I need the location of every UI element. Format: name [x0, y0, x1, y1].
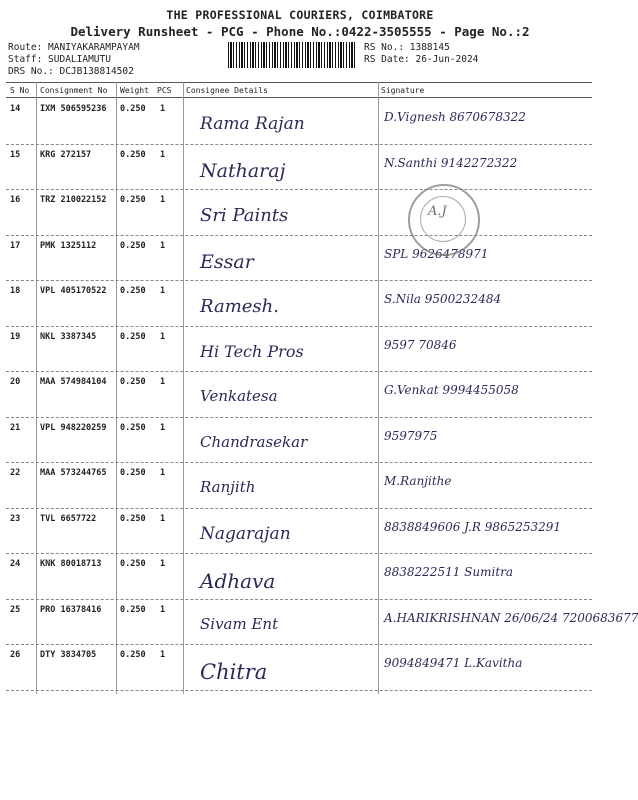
consignee-handwriting: Ranjith	[200, 478, 256, 496]
consignee-handwriting: Natharaj	[200, 159, 286, 182]
barcode-icon	[228, 42, 356, 68]
row-pcs: 1	[160, 104, 166, 114]
row-sno: 16	[10, 195, 21, 205]
row-divider	[6, 644, 592, 645]
row-divider	[6, 553, 592, 554]
row-pcs: 1	[160, 559, 166, 569]
row-pcs: 1	[160, 650, 166, 660]
column-divider	[116, 82, 117, 694]
row-sno: 17	[10, 240, 21, 251]
row-divider	[6, 599, 592, 600]
row-weight: 0.250	[120, 331, 146, 342]
row-consignment: MAA 574984104	[40, 377, 107, 387]
table-top-border	[6, 82, 592, 83]
row-sno: 22	[10, 468, 21, 478]
row-sno: 24	[10, 559, 21, 569]
rs-no-label: RS No.: 1388145	[364, 42, 450, 53]
consignee-handwriting: Chitra	[200, 660, 268, 684]
column-divider	[36, 82, 37, 694]
row-pcs: 1	[160, 422, 166, 433]
row-consignment: VPL 405170522	[40, 286, 107, 296]
row-consignment: KRG 272157	[40, 149, 92, 160]
row-sno: 15	[10, 149, 21, 160]
staff-label: Staff: SUDALIAMUTU	[8, 54, 111, 65]
col-header-sno: S No	[10, 86, 30, 95]
consignee-handwriting: Nagarajan	[200, 523, 291, 544]
signature-handwriting: 8838222511 Sumitra	[384, 565, 514, 579]
signature-handwriting: SPL 9626478971	[384, 246, 489, 261]
column-divider	[183, 82, 184, 694]
row-sno: 21	[10, 422, 21, 433]
row-divider	[6, 371, 592, 372]
row-pcs: 1	[160, 331, 166, 342]
row-divider	[6, 508, 592, 509]
consignee-handwriting: Chandrasekar	[200, 432, 308, 451]
row-pcs: 1	[160, 240, 166, 251]
row-sno: 18	[10, 286, 21, 296]
header-subtitle: Delivery Runsheet - PCG - Phone No.:0422-3505555 - Page No.:2	[70, 24, 530, 39]
row-sno: 14	[10, 104, 21, 114]
row-divider	[6, 235, 592, 236]
col-header-pcs: PCS	[157, 86, 172, 95]
consignee-handwriting: Sivam Ent	[200, 614, 279, 633]
row-weight: 0.250	[120, 513, 146, 524]
route-label: Route: MANIYAKARAMPAYAM	[8, 42, 140, 53]
col-header-consignee: Consignee Details	[186, 86, 268, 95]
consignee-handwriting: Venkatesa	[200, 387, 278, 405]
row-pcs: 1	[160, 604, 166, 615]
row-sno: 25	[10, 604, 21, 615]
signature-handwriting: S.Nila 9500232484	[384, 292, 502, 306]
consignee-handwriting: Hi Tech Pros	[200, 341, 304, 361]
signature-handwriting: 9094849471 L.Kavitha	[384, 656, 523, 670]
consignee-handwriting: Rama Rajan	[200, 114, 305, 134]
row-consignment: PRO 16378416	[40, 604, 102, 615]
row-sno: 19	[10, 331, 21, 342]
row-weight: 0.250	[120, 650, 146, 660]
table-header-border	[6, 97, 592, 98]
row-weight: 0.250	[120, 286, 146, 296]
row-divider	[6, 690, 592, 691]
row-consignment: IXM 506595236	[40, 104, 107, 114]
consignee-handwriting: Adhava	[200, 569, 276, 593]
consignee-handwriting: Essar	[200, 250, 254, 273]
row-divider	[6, 417, 592, 418]
stamp-initials: A.J	[428, 204, 447, 219]
row-weight: 0.250	[120, 468, 146, 478]
col-header-weight: Weight	[120, 86, 149, 95]
row-weight: 0.250	[120, 195, 146, 205]
stamp	[408, 184, 480, 256]
row-weight: 0.250	[120, 104, 146, 114]
row-weight: 0.250	[120, 240, 146, 251]
signature-handwriting: G.Venkat 9994455058	[384, 383, 519, 397]
signature-handwriting: A.HARIKRISHNAN 26/06/24 7200683677	[384, 610, 638, 625]
signature-handwriting: 9597 70846	[384, 337, 457, 352]
rs-date-label: RS Date: 26-Jun-2024	[364, 54, 479, 65]
signature-handwriting: 9597975	[384, 428, 438, 443]
row-consignment: TRZ 210022152	[40, 195, 107, 205]
row-sno: 23	[10, 513, 21, 524]
row-divider	[6, 280, 592, 281]
row-divider	[6, 144, 592, 145]
row-sno: 26	[10, 650, 21, 660]
col-header-consignment: Consignment No	[40, 86, 108, 95]
column-divider	[378, 82, 379, 694]
drs-label: DRS No.: DCJB138814502	[8, 66, 134, 77]
row-consignment: TVL 6657722	[40, 513, 97, 524]
row-weight: 0.250	[120, 377, 146, 387]
consignee-handwriting: Sri Paints	[200, 205, 289, 226]
signature-handwriting: N.Santhi 9142272322	[384, 155, 518, 170]
row-consignment: PMK 1325112	[40, 240, 97, 251]
row-consignment: KNK 80018713	[40, 559, 102, 569]
col-header-signature: Signature	[381, 86, 425, 95]
signature-handwriting: D.Vignesh 8670678322	[384, 110, 526, 124]
row-consignment: NKL 3387345	[40, 331, 97, 342]
row-consignment: MAA 573244765	[40, 468, 107, 478]
row-consignment: DTY 3834705	[40, 650, 97, 660]
row-pcs: 1	[160, 377, 166, 387]
row-weight: 0.250	[120, 149, 146, 160]
signature-handwriting: 8838849606 J.R 9865253291	[384, 519, 562, 534]
row-sno: 20	[10, 377, 21, 387]
row-pcs: 1	[160, 513, 166, 524]
signature-handwriting: M.Ranjithe	[384, 474, 452, 488]
row-pcs: 1	[160, 195, 166, 205]
row-pcs: 1	[160, 149, 166, 160]
row-consignment: VPL 948220259	[40, 422, 107, 433]
row-divider	[6, 326, 592, 327]
row-pcs: 1	[160, 286, 166, 296]
row-weight: 0.250	[120, 559, 146, 569]
row-pcs: 1	[160, 468, 166, 478]
row-weight: 0.250	[120, 422, 146, 433]
row-divider	[6, 462, 592, 463]
row-weight: 0.250	[120, 604, 146, 615]
consignee-handwriting: Ramesh.	[200, 296, 279, 317]
header-title: THE PROFESSIONAL COURIERS, COIMBATORE	[166, 8, 434, 22]
row-divider	[6, 189, 592, 190]
